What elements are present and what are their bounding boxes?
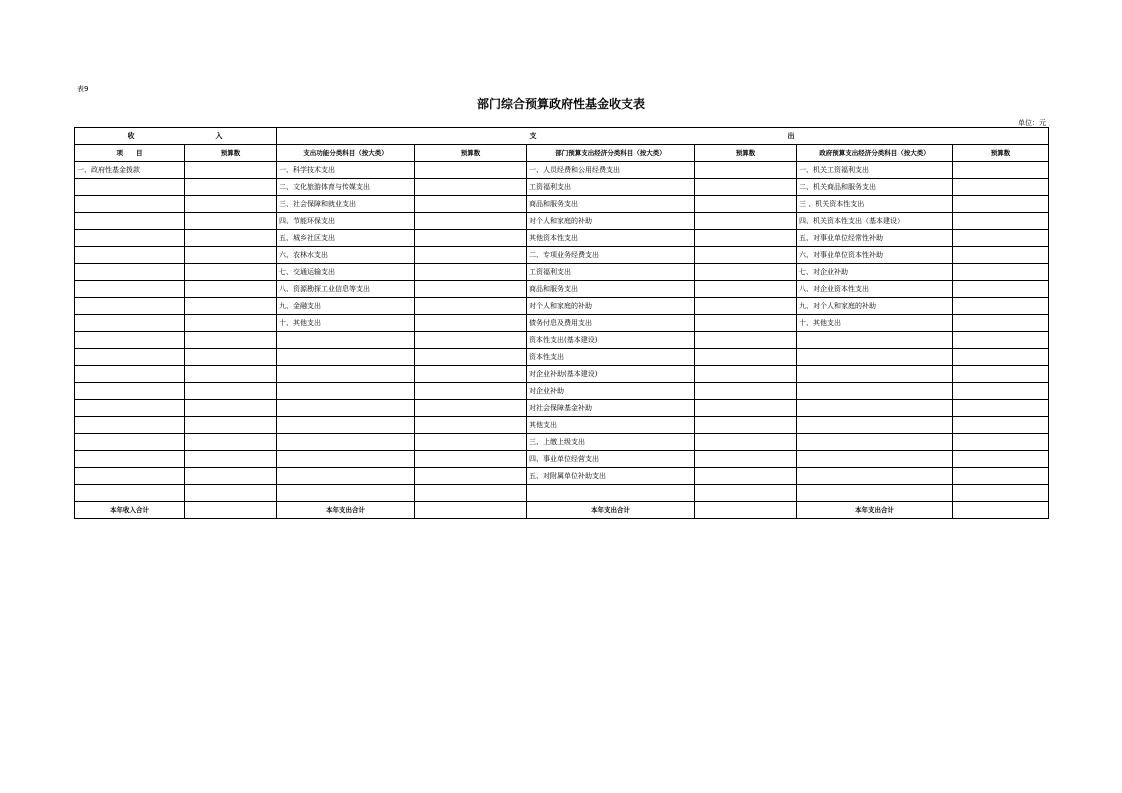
func-budget-cell: [415, 230, 527, 247]
func-budget-cell: [415, 349, 527, 366]
gov-budget-cell: [953, 162, 1049, 179]
dept-budget-cell: [695, 332, 797, 349]
income-budget-cell: [185, 264, 277, 281]
income-item-cell: [75, 434, 185, 451]
income-item-cell: [75, 230, 185, 247]
dept-econ-item-cell: 对企业补助(基本建设): [527, 366, 695, 383]
income-budget-cell: [185, 162, 277, 179]
func-budget-cell: [415, 417, 527, 434]
func-item-cell: [277, 349, 415, 366]
income-budget-cell: [185, 485, 277, 502]
col-func-header: 支出功能分类科目（按大类）: [277, 145, 415, 162]
gov-budget-cell: [953, 468, 1049, 485]
func-budget-cell: [415, 400, 527, 417]
gov-econ-item-cell: [797, 366, 953, 383]
func-budget-cell: [415, 213, 527, 230]
col-dept-econ-header: 部门预算支出经济分类科目（按大类）: [527, 145, 695, 162]
income-item-cell: [75, 417, 185, 434]
dept-budget-cell: [695, 485, 797, 502]
gov-econ-item-cell: [797, 400, 953, 417]
func-budget-cell: [415, 332, 527, 349]
func-item-cell: 一、科学技术支出: [277, 162, 415, 179]
dept-econ-item-cell: 对社会保障基金补助: [527, 400, 695, 417]
func-total-label: 本年支出合计: [277, 502, 415, 519]
table-row: [75, 230, 1049, 247]
dept-econ-item-cell: 资本性支出: [527, 349, 695, 366]
income-item-cell: [75, 298, 185, 315]
income-budget-cell: [185, 298, 277, 315]
gov-econ-item-cell: [797, 332, 953, 349]
dept-econ-item-cell: 对企业补助: [527, 383, 695, 400]
table-row: [75, 281, 1049, 298]
gov-econ-item-cell: [797, 417, 953, 434]
dept-budget-cell: [695, 349, 797, 366]
gov-budget-cell: [953, 400, 1049, 417]
gov-econ-item-cell: 一、机关工资福利支出: [797, 162, 953, 179]
totals-row: [75, 502, 1049, 519]
income-budget-cell: [185, 179, 277, 196]
income-item-cell: [75, 332, 185, 349]
header-row-1: [75, 128, 1049, 145]
table-row: [75, 485, 1049, 502]
income-budget-cell: [185, 332, 277, 349]
income-budget-cell: [185, 349, 277, 366]
col-item-header: 项 目: [75, 145, 185, 162]
func-budget-cell: [415, 298, 527, 315]
table-row: [75, 383, 1049, 400]
income-total-value: [185, 502, 277, 519]
col-gov-econ-header: 政府预算支出经济分类科目（按大类）: [797, 145, 953, 162]
gov-budget-cell: [953, 230, 1049, 247]
gov-econ-item-cell: [797, 485, 953, 502]
table-row: [75, 179, 1049, 196]
table-row: [75, 434, 1049, 451]
func-item-cell: [277, 434, 415, 451]
table-row: [75, 162, 1049, 179]
dept-econ-item-cell: 工资福利支出: [527, 264, 695, 281]
gov-budget-cell: [953, 213, 1049, 230]
gov-budget-cell: [953, 332, 1049, 349]
gov-econ-item-cell: 八、对企业资本性支出: [797, 281, 953, 298]
income-budget-cell: [185, 213, 277, 230]
dept-budget-cell: [695, 298, 797, 315]
gov-budget-cell: [953, 315, 1049, 332]
gov-budget-cell: [953, 264, 1049, 281]
income-budget-cell: [185, 434, 277, 451]
gov-budget-cell: [953, 417, 1049, 434]
func-budget-cell: [415, 468, 527, 485]
income-item-cell: [75, 213, 185, 230]
dept-budget-cell: [695, 264, 797, 281]
table-row: [75, 451, 1049, 468]
gov-budget-cell: [953, 298, 1049, 315]
gov-budget-cell: [953, 281, 1049, 298]
income-item-cell: [75, 366, 185, 383]
func-total-value: [415, 502, 527, 519]
expense-header: 支 出: [277, 128, 1049, 145]
dept-econ-item-cell: 对个人和家庭的补助: [527, 213, 695, 230]
page-title: 部门综合预算政府性基金收支表: [476, 97, 645, 111]
func-budget-cell: [415, 281, 527, 298]
income-item-cell: [75, 485, 185, 502]
func-item-cell: 八、资源勘探工业信息等支出: [277, 281, 415, 298]
dept-econ-item-cell: 资本性支出(基本建设): [527, 332, 695, 349]
gov-econ-item-cell: 十、其他支出: [797, 315, 953, 332]
dept-budget-cell: [695, 417, 797, 434]
func-budget-cell: [415, 434, 527, 451]
dept-budget-cell: [695, 366, 797, 383]
func-budget-cell: [415, 264, 527, 281]
dept-econ-item-cell: 四、事业单位经营支出: [527, 451, 695, 468]
func-item-cell: [277, 400, 415, 417]
dept-budget-cell: [695, 230, 797, 247]
dept-budget-cell: [695, 400, 797, 417]
gov-econ-item-cell: [797, 349, 953, 366]
dept-budget-cell: [695, 213, 797, 230]
income-item-cell: [75, 451, 185, 468]
func-item-cell: 十、其他支出: [277, 315, 415, 332]
gov-econ-item-cell: 七、对企业补助: [797, 264, 953, 281]
dept-econ-item-cell: 其他支出: [527, 417, 695, 434]
gov-econ-item-cell: [797, 468, 953, 485]
gov-econ-item-cell: 四、机关资本性支出（基本建设）: [797, 213, 953, 230]
dept-econ-total-label: 本年支出合计: [527, 502, 695, 519]
income-budget-cell: [185, 468, 277, 485]
gov-budget-cell: [953, 349, 1049, 366]
income-budget-cell: [185, 400, 277, 417]
func-item-cell: 五、城乡社区支出: [277, 230, 415, 247]
income-item-cell: [75, 315, 185, 332]
income-item-cell: [75, 468, 185, 485]
gov-econ-item-cell: 二、机关商品和服务支出: [797, 179, 953, 196]
func-item-cell: [277, 366, 415, 383]
func-budget-cell: [415, 366, 527, 383]
income-budget-cell: [185, 247, 277, 264]
dept-econ-item-cell: 其他资本性支出: [527, 230, 695, 247]
dept-budget-cell: [695, 162, 797, 179]
dept-econ-total-value: [695, 502, 797, 519]
dept-econ-item-cell: 五、对附属单位补助支出: [527, 468, 695, 485]
gov-econ-item-cell: 九、对个人和家庭的补助: [797, 298, 953, 315]
func-item-cell: 二、文化旅游体育与传媒支出: [277, 179, 415, 196]
dept-econ-item-cell: 对个人和家庭的补助: [527, 298, 695, 315]
func-item-cell: [277, 332, 415, 349]
income-budget-cell: [185, 230, 277, 247]
dept-budget-cell: [695, 451, 797, 468]
income-budget-cell: [185, 366, 277, 383]
income-budget-cell: [185, 196, 277, 213]
gov-econ-item-cell: [797, 451, 953, 468]
gov-econ-total-value: [953, 502, 1049, 519]
dept-econ-item-cell: 商品和服务支出: [527, 281, 695, 298]
dept-budget-cell: [695, 281, 797, 298]
gov-econ-item-cell: [797, 383, 953, 400]
table-row: [75, 247, 1049, 264]
gov-budget-cell: [953, 247, 1049, 264]
col-income-budget-header: 预算数: [185, 145, 277, 162]
income-item-cell: 一、政府性基金拨款: [75, 162, 185, 179]
income-item-cell: [75, 281, 185, 298]
gov-econ-item-cell: 三 、机关资本性支出: [797, 196, 953, 213]
table-row: [75, 298, 1049, 315]
gov-econ-item-cell: 六、对事业单位资本性补助: [797, 247, 953, 264]
dept-econ-item-cell: 二、专项业务经费支出: [527, 247, 695, 264]
gov-budget-cell: [953, 434, 1049, 451]
col-gov-budget-header: 预算数: [953, 145, 1049, 162]
func-item-cell: [277, 468, 415, 485]
income-budget-cell: [185, 451, 277, 468]
func-budget-cell: [415, 315, 527, 332]
func-item-cell: 三、社会保障和就业支出: [277, 196, 415, 213]
table-row: [75, 315, 1049, 332]
dept-budget-cell: [695, 434, 797, 451]
table-row: [75, 332, 1049, 349]
income-total-label: 本年收入合计: [75, 502, 185, 519]
func-item-cell: 四、节能环保支出: [277, 213, 415, 230]
dept-econ-item-cell: 工资福利支出: [527, 179, 695, 196]
func-item-cell: [277, 417, 415, 434]
dept-budget-cell: [695, 247, 797, 264]
func-item-cell: [277, 451, 415, 468]
table-row: [75, 213, 1049, 230]
dept-budget-cell: [695, 468, 797, 485]
income-item-cell: [75, 247, 185, 264]
dept-budget-cell: [695, 179, 797, 196]
budget-table: [74, 127, 1049, 519]
col-dept-budget-header: 预算数: [695, 145, 797, 162]
func-item-cell: 六、农林水支出: [277, 247, 415, 264]
gov-budget-cell: [953, 485, 1049, 502]
func-budget-cell: [415, 247, 527, 264]
gov-econ-item-cell: [797, 434, 953, 451]
table-row: [75, 366, 1049, 383]
func-budget-cell: [415, 196, 527, 213]
gov-budget-cell: [953, 383, 1049, 400]
func-item-cell: [277, 485, 415, 502]
table-row: [75, 264, 1049, 281]
unit-label: 单位：元: [1018, 119, 1046, 127]
gov-budget-cell: [953, 196, 1049, 213]
func-budget-cell: [415, 485, 527, 502]
income-item-cell: [75, 264, 185, 281]
table-row: [75, 196, 1049, 213]
income-budget-cell: [185, 417, 277, 434]
dept-econ-item-cell: 三、上缴上级支出: [527, 434, 695, 451]
gov-budget-cell: [953, 179, 1049, 196]
gov-budget-cell: [953, 451, 1049, 468]
dept-econ-item-cell: 商品和服务支出: [527, 196, 695, 213]
header-row-2: [75, 145, 1049, 162]
income-item-cell: [75, 400, 185, 417]
func-budget-cell: [415, 451, 527, 468]
income-item-cell: [75, 196, 185, 213]
dept-budget-cell: [695, 383, 797, 400]
dept-econ-item-cell: 一、人员经费和公用经费支出: [527, 162, 695, 179]
gov-econ-total-label: 本年支出合计: [797, 502, 953, 519]
dept-econ-item-cell: 债务付息及费用支出: [527, 315, 695, 332]
func-budget-cell: [415, 162, 527, 179]
func-item-cell: 七、交通运输支出: [277, 264, 415, 281]
gov-econ-item-cell: 五、对事业单位经常性补助: [797, 230, 953, 247]
func-budget-cell: [415, 383, 527, 400]
func-item-cell: [277, 383, 415, 400]
income-budget-cell: [185, 281, 277, 298]
table-row: [75, 349, 1049, 366]
income-budget-cell: [185, 315, 277, 332]
gov-budget-cell: [953, 366, 1049, 383]
table-row: [75, 468, 1049, 485]
func-item-cell: 九、金融支出: [277, 298, 415, 315]
income-budget-cell: [185, 383, 277, 400]
table-row: [75, 400, 1049, 417]
income-header: 收 入: [75, 128, 277, 145]
income-item-cell: [75, 349, 185, 366]
income-item-cell: [75, 383, 185, 400]
table-row: [75, 417, 1049, 434]
dept-budget-cell: [695, 196, 797, 213]
table-number: 表9: [77, 85, 89, 93]
func-budget-cell: [415, 179, 527, 196]
income-item-cell: [75, 179, 185, 196]
dept-econ-item-cell: [527, 485, 695, 502]
col-func-budget-header: 预算数: [415, 145, 527, 162]
dept-budget-cell: [695, 315, 797, 332]
